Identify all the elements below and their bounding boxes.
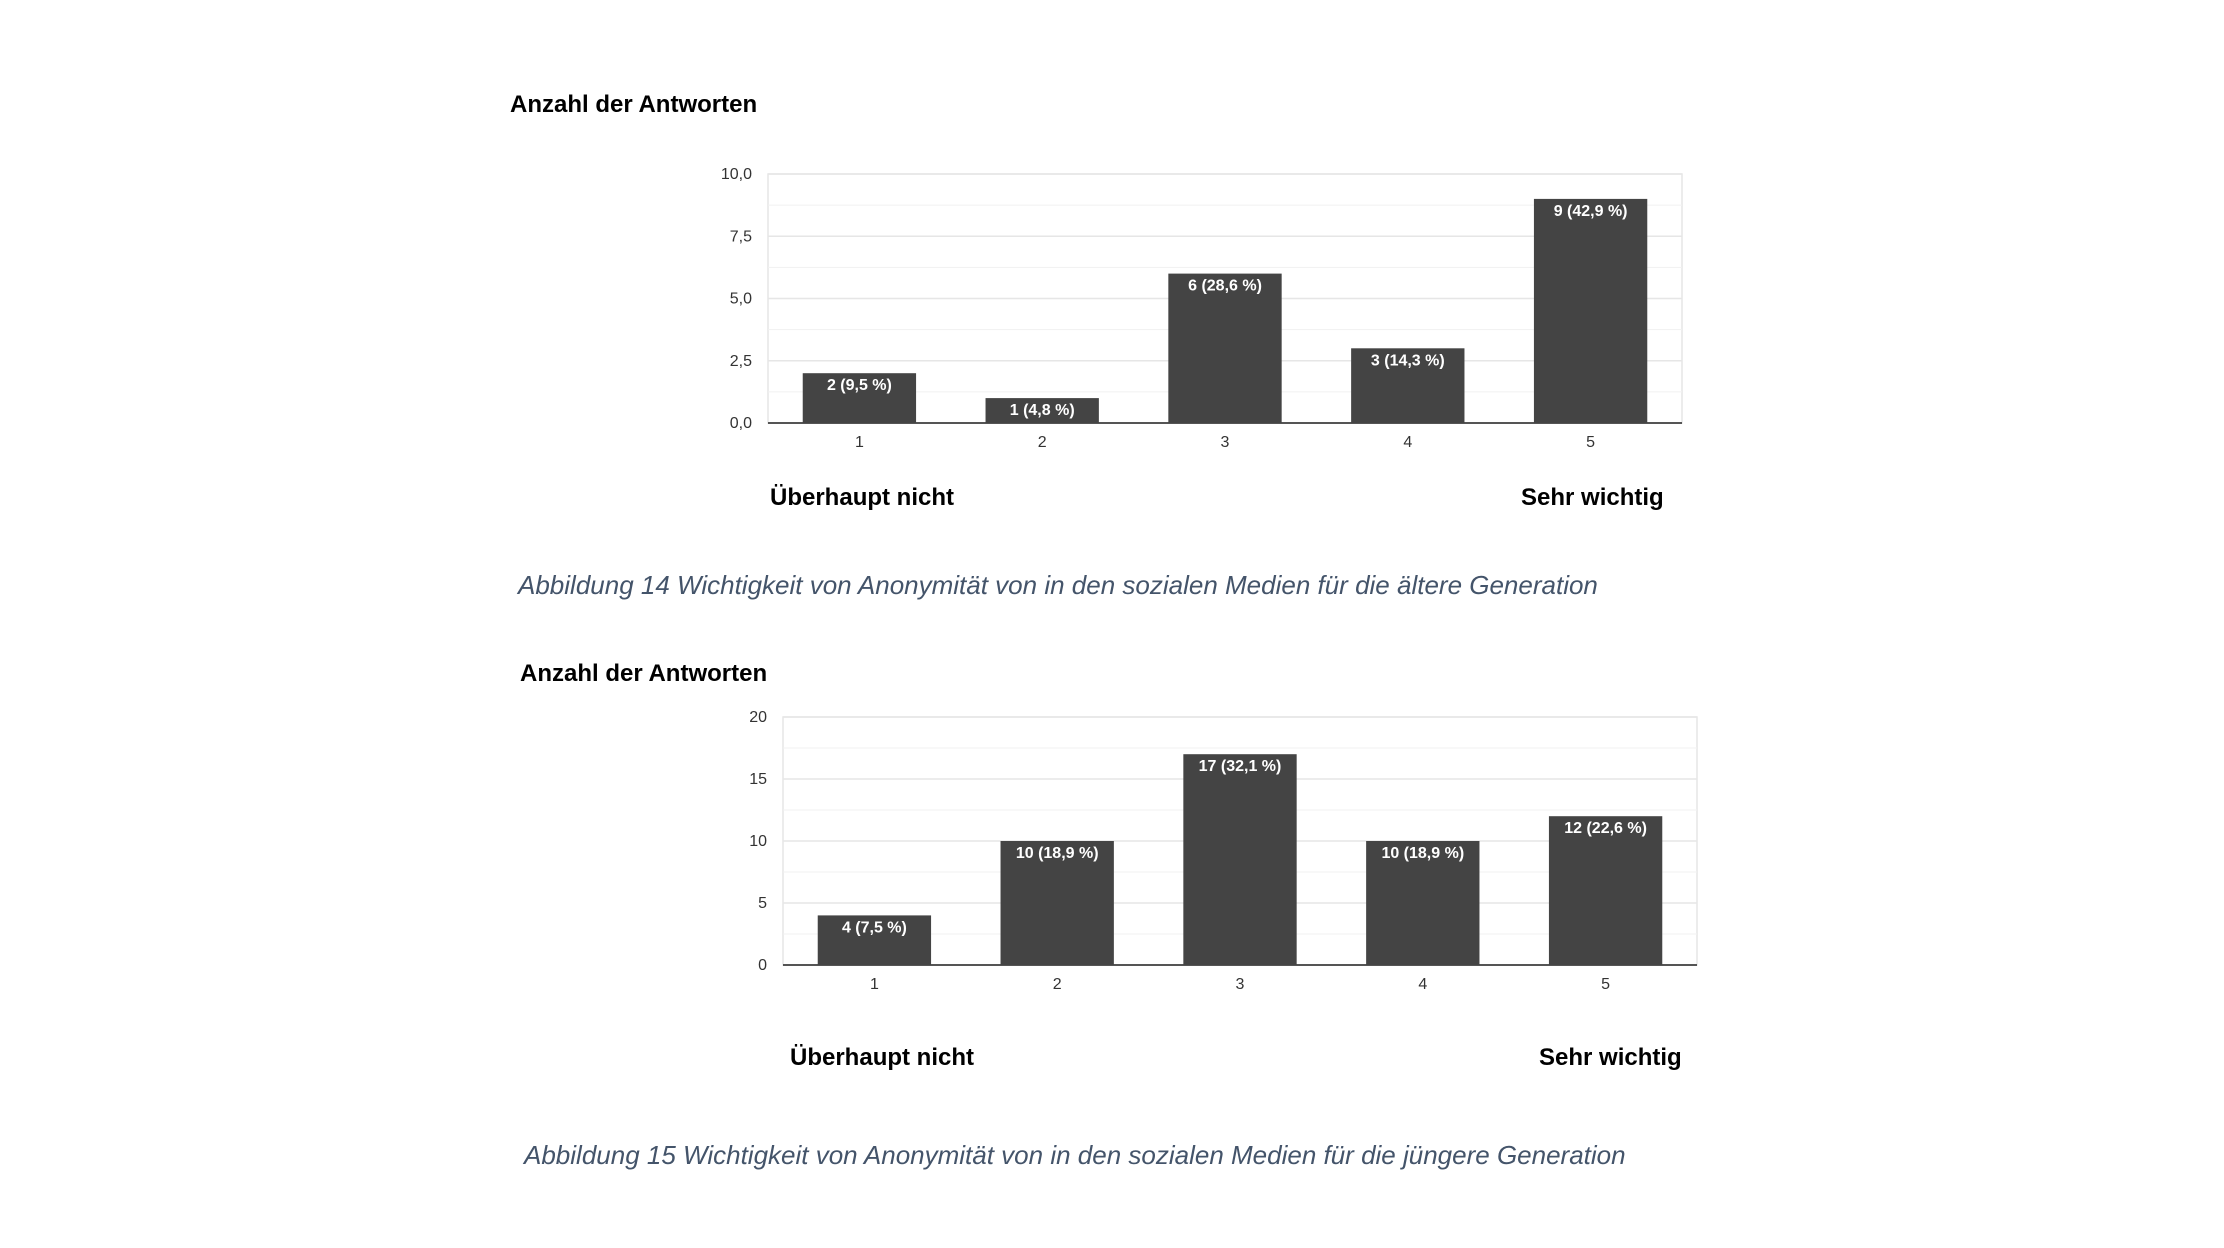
figure-caption: Abbildung 14 Wichtigkeit von Anonymität von in den sozialen Medien für die ältere Generation	[518, 570, 1598, 600]
y-axis-title: Anzahl der Antworten	[520, 660, 768, 687]
bar-data-label: 17 (32,1 %)	[1198, 758, 1282, 776]
bar	[1168, 274, 1281, 423]
bar-data-label: 1 (4,8 %)	[1009, 402, 1075, 420]
bar	[1183, 754, 1296, 965]
figure-15	[0, 620, 2224, 1248]
bar-data-label: 10 (18,9 %)	[1015, 845, 1099, 862]
y-tick-label: 2,5	[729, 352, 752, 370]
bar	[1549, 816, 1662, 965]
bar-data-label: 4 (7,5 %)	[841, 919, 907, 937]
bar	[1534, 199, 1647, 423]
y-tick-label: 0,0	[729, 415, 752, 432]
bar-chart-older-generation	[0, 0, 2224, 620]
x-tick-label: 2	[1037, 434, 1047, 451]
y-tick-label: 5,0	[729, 290, 752, 308]
y-tick-label: 5	[758, 895, 767, 912]
x-tick-label: 5	[1586, 434, 1596, 451]
x-tick-label: 5	[1601, 976, 1611, 993]
bar-data-label: 12 (22,6 %)	[1564, 820, 1647, 838]
y-tick-label: 10,0	[720, 166, 752, 183]
scale-low-label: Überhaupt nicht	[770, 484, 954, 511]
scale-low-label: Überhaupt nicht	[790, 1044, 974, 1071]
y-tick-label: 7,5	[729, 228, 752, 246]
x-tick-label: 3	[1235, 976, 1245, 993]
x-tick-label: 4	[1403, 434, 1413, 451]
scale-high-label: Sehr wichtig	[1521, 484, 1664, 511]
x-tick-label: 3	[1220, 434, 1230, 451]
y-tick-label: 15	[749, 771, 767, 788]
y-axis-title: Anzahl der Antworten	[510, 91, 758, 118]
figure-14	[0, 0, 2224, 620]
y-tick-label: 0	[758, 957, 767, 974]
scale-high-label: Sehr wichtig	[1539, 1044, 1682, 1071]
x-tick-label: 1	[869, 976, 879, 993]
x-tick-label: 1	[854, 434, 864, 451]
y-tick-label: 10	[749, 833, 767, 850]
figure-caption: Abbildung 15 Wichtigkeit von Anonymität von in den sozialen Medien für die jüngere Generation	[524, 1140, 1626, 1170]
bar-data-label: 2 (9,5 %)	[826, 377, 892, 395]
bar-data-label: 3 (14,3 %)	[1370, 352, 1445, 370]
bar-data-label: 6 (28,6 %)	[1188, 277, 1262, 295]
x-tick-label: 4	[1418, 976, 1428, 993]
y-tick-label: 20	[749, 709, 767, 726]
bar-data-label: 10 (18,9 %)	[1381, 845, 1465, 862]
x-tick-label: 2	[1052, 976, 1062, 993]
bar-data-label: 9 (42,9 %)	[1553, 202, 1628, 220]
